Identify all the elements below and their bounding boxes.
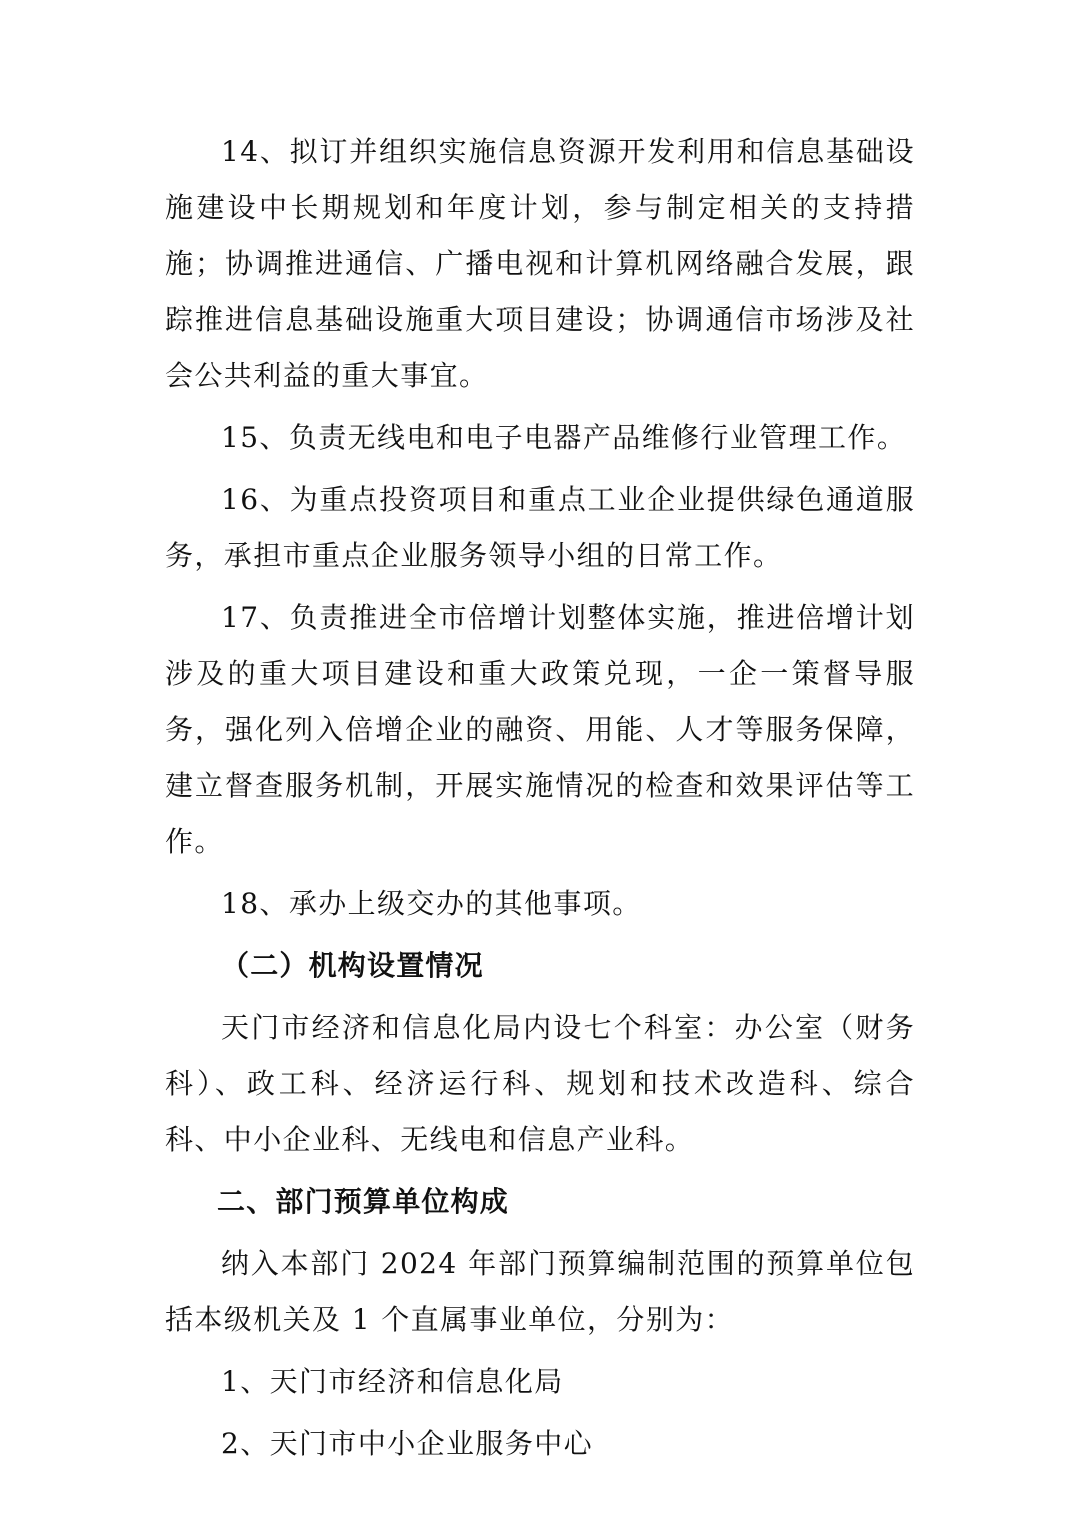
paragraph-item-14: 14、拟订并组织实施信息资源开发利用和信息基础设施建设中长期规划和年度计划，参与制定相关的支持措施；协调推进通信、广播电视和计算机网络融合发展，跟踪推进信息基础设施重大项目建设；协调通信市场涉及社会公共利益的重大事宜。 <box>165 135 915 392</box>
paragraph-item-16: 16、为重点投资项目和重点工业企业提供绿色通道服务，承担市重点企业服务领导小组的日常工作。 <box>165 483 915 572</box>
paragraph-budget-scope: 纳入本部门 2024 年部门预算编制范围的预算单位包括本级机关及 1 个直属事业单位，分别为： <box>165 1247 915 1336</box>
document-body <box>165 124 915 1472</box>
budget-unit-item-1: 1、天门市经济和信息化局 <box>221 1365 564 1398</box>
paragraph-internal-departments: 天门市经济和信息化局内设七个科室：办公室（财务科）、政工科、经济运行科、规划和技术改造科、综合科、中小企业科、无线电和信息产业科。 <box>165 1011 915 1156</box>
paragraph-item-15: 15、负责无线电和电子电器产品维修行业管理工作。 <box>221 421 907 454</box>
section-heading-budget-units: 二、部门预算单位构成 <box>217 1185 510 1218</box>
paragraph-item-17: 17、负责推进全市倍增计划整体实施，推进倍增计划涉及的重大项目建设和重大政策兑现，一企一策督导服务，强化列入倍增企业的融资、用能、人才等服务保障，建立督查服务机制，开展实施情况的检查和效果评估等工作。 <box>165 601 915 858</box>
budget-unit-item-2: 2、天门市中小企业服务中心 <box>221 1427 594 1460</box>
section-heading-organization: （二）机构设置情况 <box>221 949 484 982</box>
paragraph-item-18: 18、承办上级交办的其他事项。 <box>221 887 642 920</box>
